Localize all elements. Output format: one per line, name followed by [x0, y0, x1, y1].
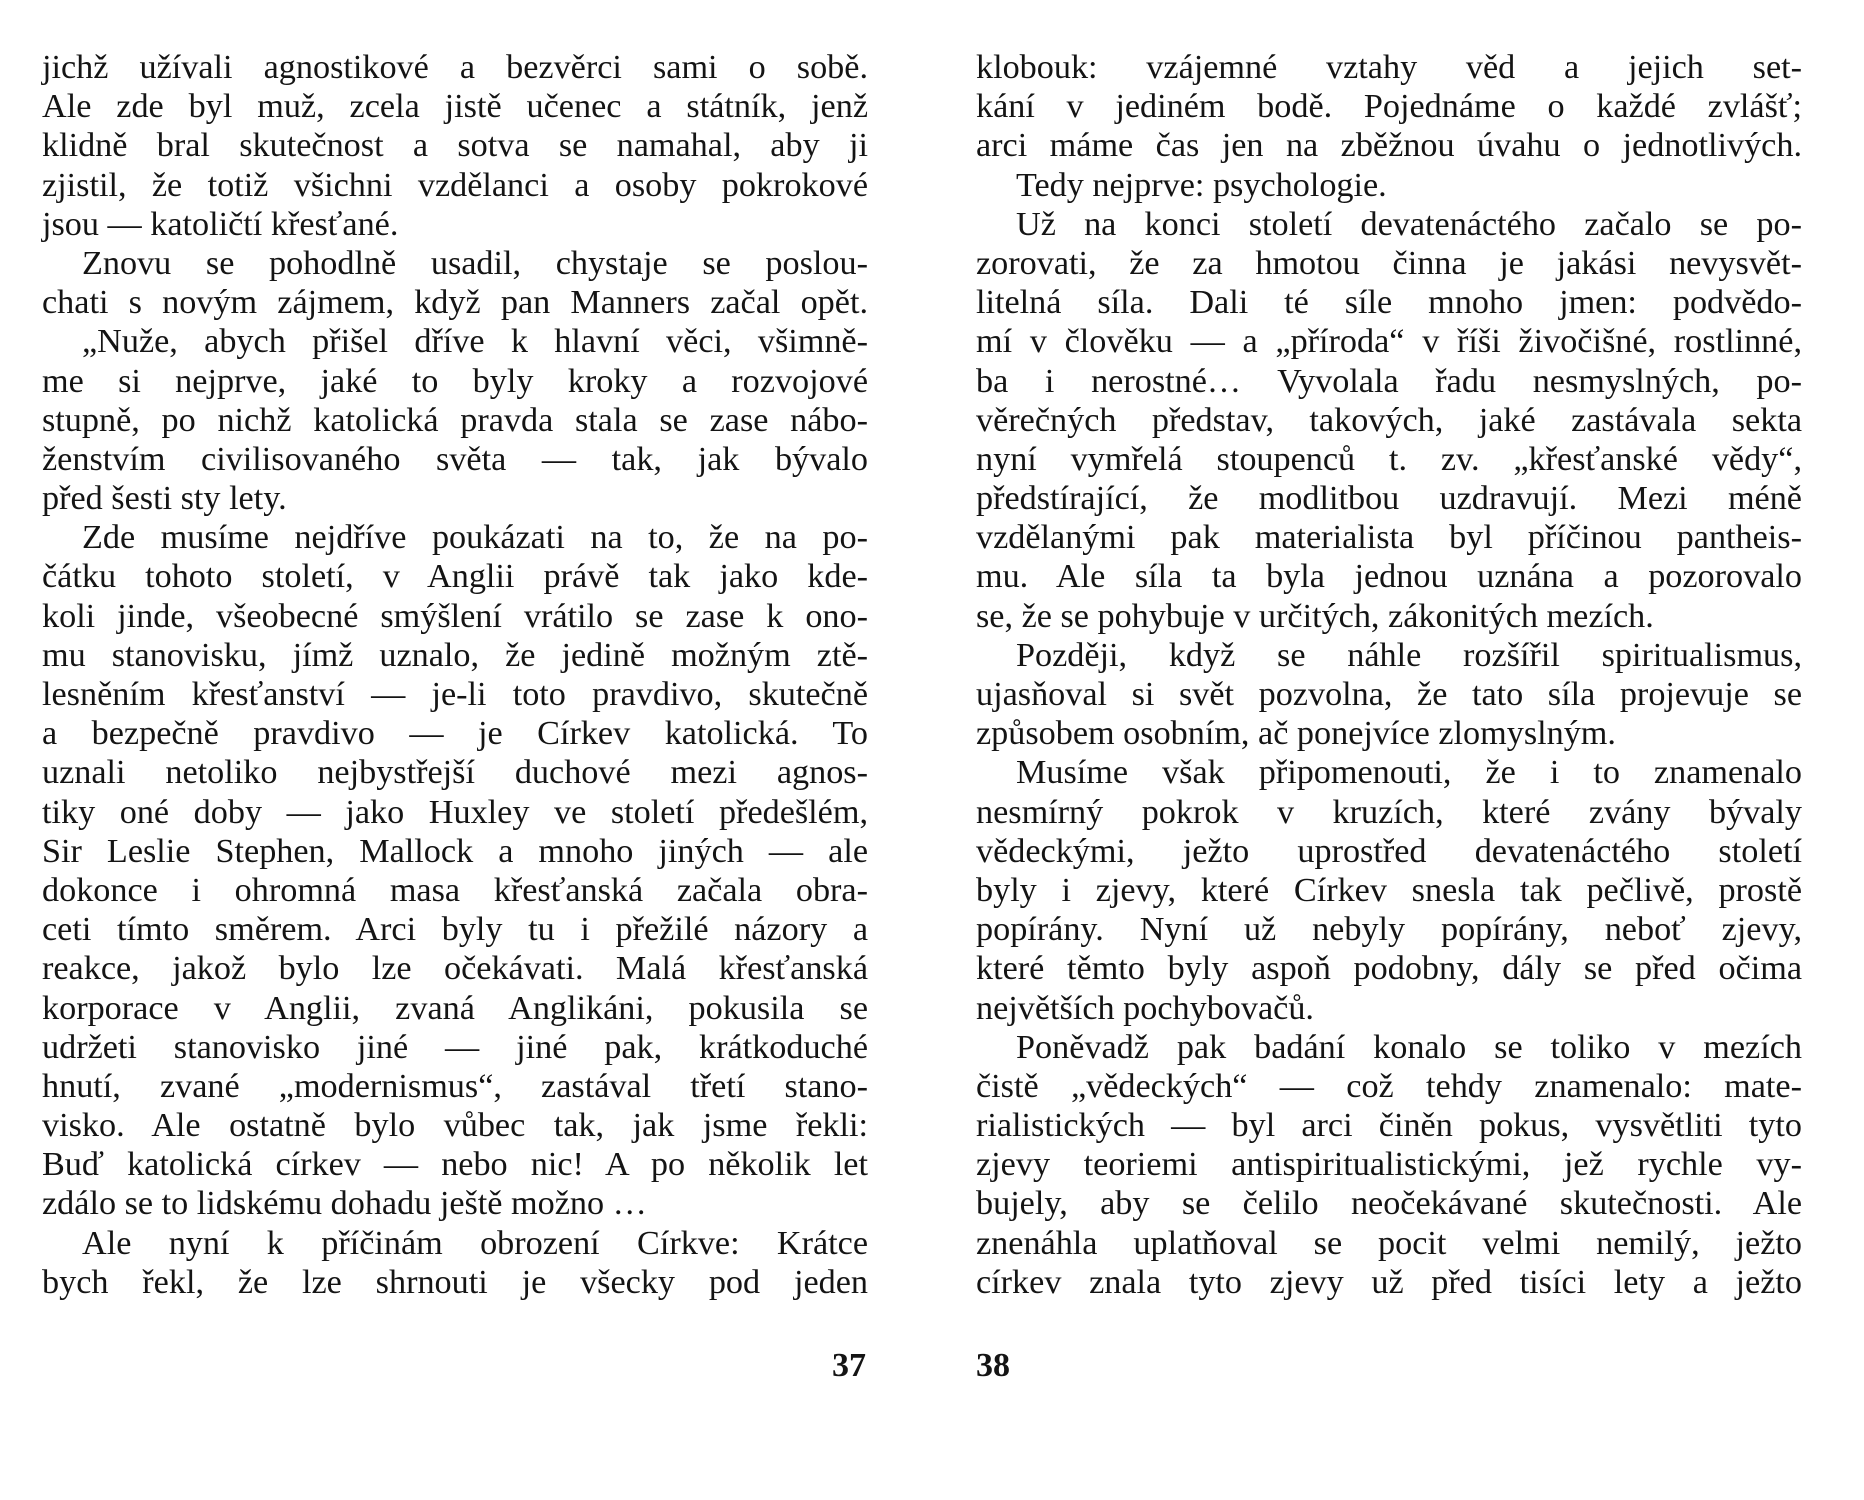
left-page	[42, 48, 868, 1302]
text-line: korporace v Anglii, zvaná Anglikáni, pokusila se	[42, 989, 868, 1027]
right-page	[976, 48, 1802, 1302]
text-line: arci máme čas jen na zběžnou úvahu o jednotlivých.	[976, 127, 1802, 165]
text-line: mí v člověku — a „příroda“ v říši živočišné, rostlinné,	[976, 323, 1802, 361]
text-line: zdálo se to lidskému dohadu ještě možno …	[42, 1185, 647, 1223]
text-line: me si nejprve, jaké to byly kroky a rozvojové	[42, 362, 868, 400]
text-line: čistě „vědeckých“ — což tehdy znamenalo: mate-	[976, 1067, 1802, 1105]
text-line: byly i zjevy, které Církev snesla tak pečlivě, prostě	[976, 871, 1802, 909]
text-line: znenáhla uplatňoval se pocit velmi nemilý, ježto	[976, 1224, 1802, 1262]
text-line: Tedy nejprve: psychologie.	[1016, 166, 1387, 204]
text-line: Poněvadž pak badání konalo se toliko v mezích	[1016, 1028, 1802, 1066]
text-line: zjevy teoriemi antispiritualistickými, jež rychle vy-	[976, 1146, 1802, 1184]
text-line: předstírající, že modlitbou uzdravují. Mezi méně	[976, 480, 1802, 518]
text-line: popírány. Nyní už nebyly popírány, neboť zjevy,	[976, 911, 1802, 949]
text-line: jsou — katoličtí křesťané.	[42, 205, 399, 243]
text-line: Zde musíme nejdříve poukázati na to, že na po-	[82, 519, 868, 557]
text-line: litelná síla. Dali té síle mnoho jmen: podvědo-	[976, 284, 1802, 322]
text-line: věrečných představ, takových, jaké zastávala sekta	[976, 401, 1802, 439]
text-line: jichž užívali agnostikové a bezvěrci sami o sobě.	[42, 49, 868, 86]
text-line: vědeckými, ježto uprostřed devatenáctého století	[976, 832, 1802, 870]
text-line: ceti tímto směrem. Arci byly tu i přežilé názory a	[42, 911, 868, 949]
text-line: nesmírný pokrok v kruzích, které zvány bývaly	[976, 793, 1802, 831]
text-line: Buď katolická církev — nebo nic! A po několik let	[42, 1146, 868, 1184]
text-line: ženstvím civilisovaného světa — tak, jak bývalo	[42, 440, 868, 478]
text-line: hnutí, zvané „modernismus“, zastával třetí stano-	[42, 1067, 868, 1105]
text-line: zjistil, že totiž všichni vzdělanci a osoby pokrokové	[42, 166, 868, 204]
text-line: které těmto byly aspoň podobny, dály se před očima	[976, 950, 1802, 988]
text-line: Musíme však připomenouti, že i to znamenalo	[1016, 754, 1802, 792]
page-number-right: 38	[976, 1347, 1010, 1384]
text-line: Sir Leslie Stephen, Mallock a mnoho jiných — ale	[42, 832, 868, 870]
text-line: klobouk: vzájemné vztahy věd a jejich set-	[976, 49, 1802, 86]
text-line: klidně bral skutečnost a sotva se namahal, aby ji	[42, 127, 868, 165]
text-line: lesněním křesťanství — je-li toto pravdivo, skutečně	[42, 676, 868, 713]
text-line: ujasňoval si svět pozvolna, že tato síla projevuje se	[976, 676, 1802, 713]
text-line: a bezpečně pravdivo — je Církev katolická. To	[42, 715, 868, 753]
text-line: tiky oné doby — jako Huxley ve století předešlém,	[42, 793, 868, 831]
text-line: reakce, jakož bylo lze očekávati. Malá křesťanská	[42, 950, 868, 988]
text-line: bych řekl, že lze shrnouti je všecky pod jeden	[42, 1263, 868, 1301]
page-number-left: 37	[832, 1347, 866, 1384]
text-line: způsobem osobním, ač ponejvíce zlomyslným.	[976, 715, 1616, 753]
text-line: Znovu se pohodlně usadil, chystaje se poslou-	[82, 244, 868, 282]
text-line: koli jinde, všeobecné smýšlení vrátilo se zase k ono-	[42, 597, 868, 635]
text-line: „Nuže, abych přišel dříve k hlavní věci, všimně-	[82, 323, 868, 361]
text-line: před šesti sty lety.	[42, 480, 287, 518]
text-line: rialistických — byl arci činěn pokus, vysvětliti tyto	[976, 1107, 1802, 1145]
text-line: Ale nyní k příčinám obrození Církve: Krátce	[82, 1224, 868, 1262]
text-line: ba i nerostné… Vyvolala řadu nesmyslných, po-	[976, 362, 1802, 400]
text-line: nyní vymřelá stoupenců t. zv. „křesťanské vědy“,	[976, 440, 1802, 478]
text-line: Už na konci století devatenáctého začalo se po-	[1016, 205, 1802, 243]
text-line: Později, když se náhle rozšířil spiritualismus,	[1016, 636, 1802, 674]
text-line: Ale zde byl muž, zcela jistě učenec a státník, jenž	[42, 88, 868, 126]
text-line: uznali netoliko nejbystřejší duchové mezi agnos-	[42, 754, 868, 792]
text-line: udržeti stanovisko jiné — jiné pak, krátkoduché	[42, 1028, 868, 1066]
text-line: dokonce i ohromná masa křesťanská začala obra-	[42, 871, 868, 909]
text-line: čátku tohoto století, v Anglii právě tak jako kde-	[42, 558, 868, 596]
text-line: chati s novým zájmem, když pan Manners začal opět.	[42, 284, 868, 322]
text-line: zorovati, že za hmotou činna je jakási nevysvět-	[976, 244, 1802, 282]
text-line: visko. Ale ostatně bylo vůbec tak, jak jsme řekli:	[42, 1107, 868, 1145]
text-line: kání v jediném bodě. Pojednáme o každé zvlášť;	[976, 88, 1802, 126]
text-line: mu stanovisku, jímž uznalo, že jedině možným ztě-	[42, 636, 868, 674]
text-line: stupně, po nichž katolická pravda stala se zase nábo-	[42, 401, 868, 439]
text-line: bujely, aby se čelilo neočekávané skutečnosti. Ale	[976, 1185, 1802, 1223]
text-line: největších pochybovačů.	[976, 989, 1314, 1027]
text-line: se, že se pohybuje v určitých, zákonitých mezích.	[976, 597, 1654, 635]
text-line: mu. Ale síla ta byla jednou uznána a pozorovalo	[976, 558, 1802, 596]
text-line: vzdělanými pak materialista byl příčinou pantheis-	[976, 519, 1802, 557]
text-line: církev znala tyto zjevy už před tisíci lety a ježto	[976, 1263, 1802, 1301]
